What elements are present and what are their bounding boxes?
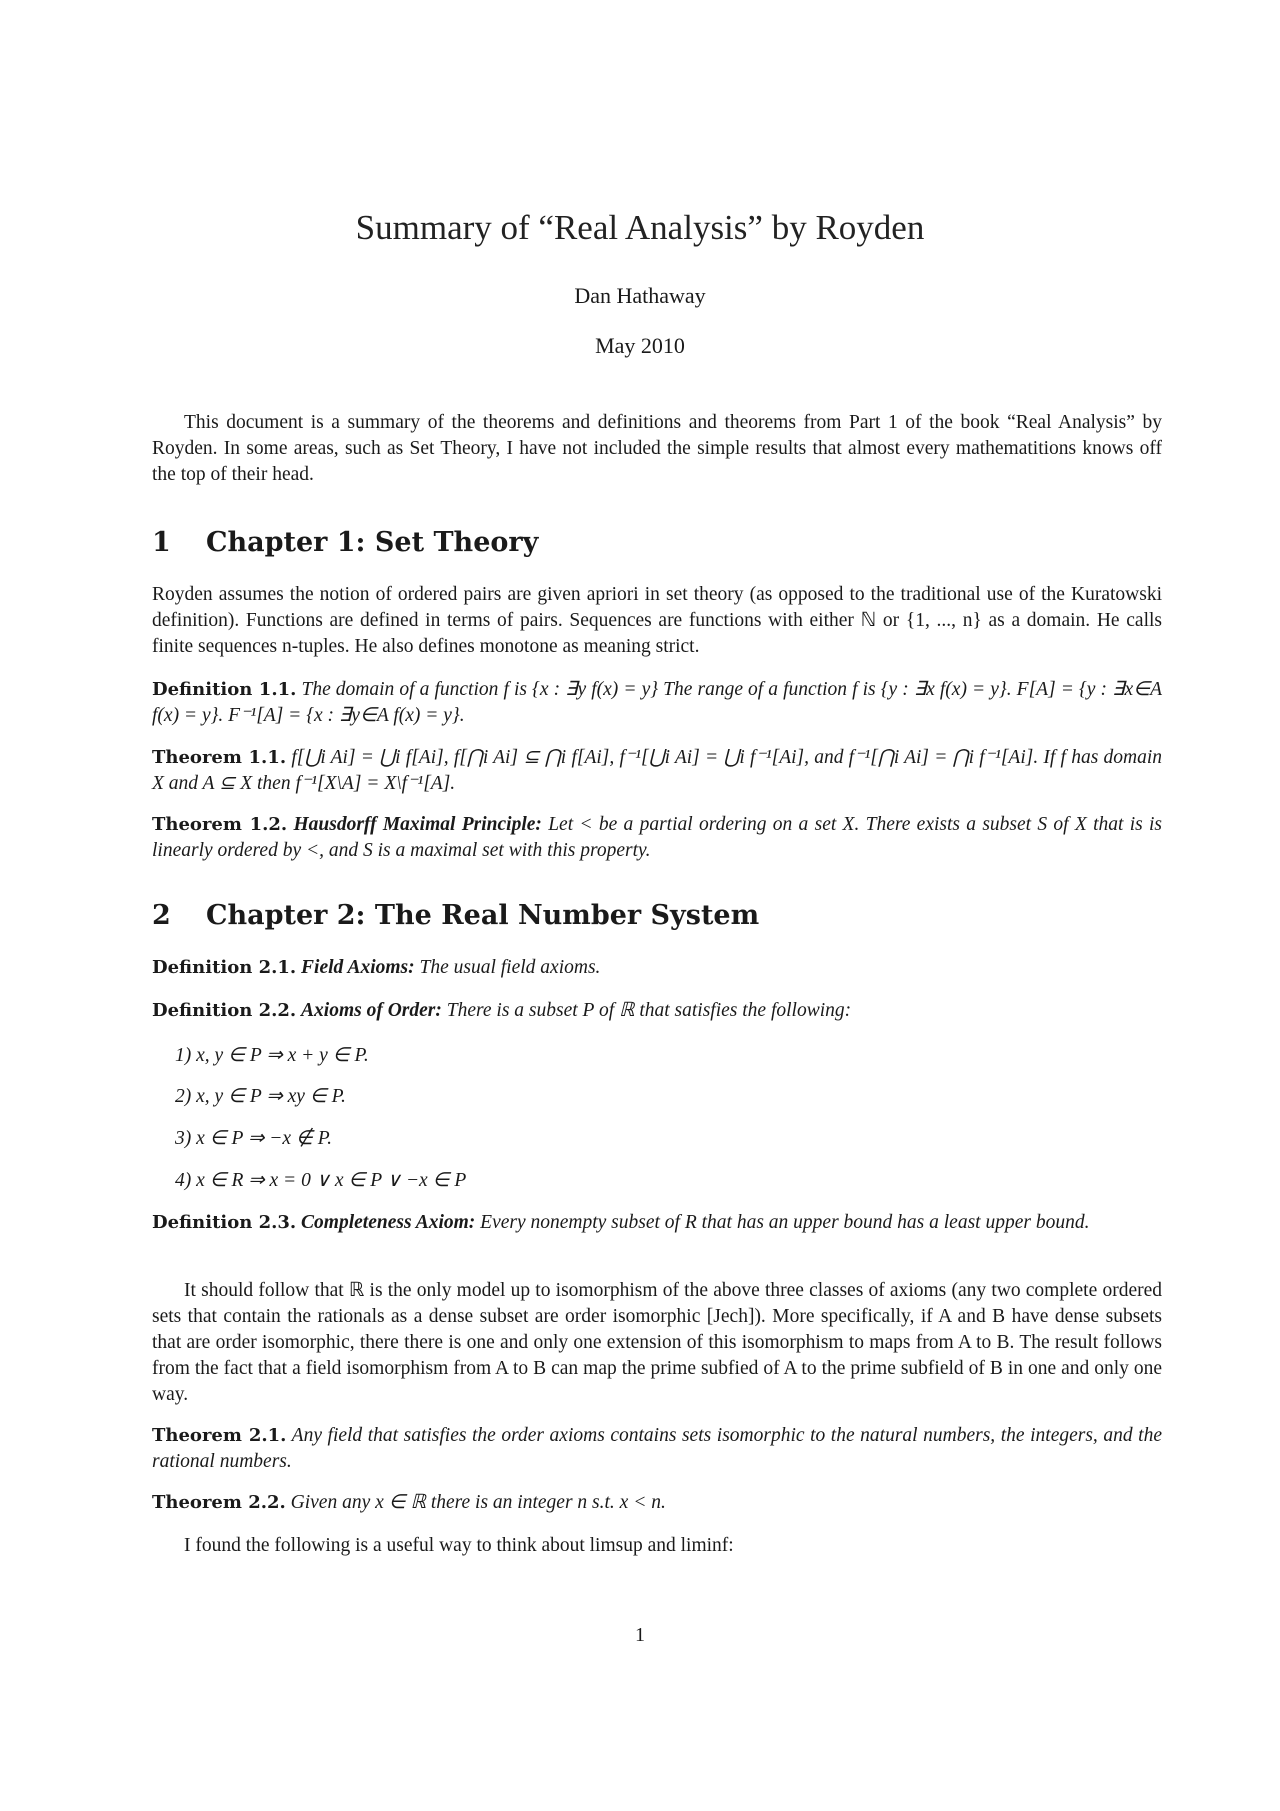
- date: May 2010: [595, 333, 685, 358]
- section-1-intro-text: Royden assumes the notion of ordered pairs are given apriori in set theory (as opposed to the traditional use of the Kuratowski definition). Functions are defined in terms of pairs. Sequences are functions with either ℕ or {1, ..., n} as a domain. He calls finite sequences n-tuples. He also defines monotone as meaning strict.: [152, 584, 1162, 657]
- theorem-label: Theorem 2.2.: [152, 1492, 286, 1513]
- definition-name: Completeness Axiom:: [301, 1212, 476, 1233]
- definition-text: Every nonempty subset of R that has an upper bound has a least upper bound.: [480, 1212, 1090, 1233]
- section-2-heading: [152, 900, 1162, 931]
- definition-text: The usual field axioms.: [419, 957, 601, 978]
- author: Dan Hathaway: [574, 283, 706, 308]
- definition-label: Definition 1.1.: [152, 679, 297, 700]
- axiom-item: 1) x, y ∈ P ⇒ x + y ∈ P.: [175, 1045, 369, 1066]
- definition-label: Definition 2.2.: [152, 1000, 297, 1021]
- section-1-heading: [152, 527, 1162, 558]
- page-number: 1: [635, 1624, 645, 1646]
- section-title: Chapter 1: Set Theory: [206, 527, 539, 558]
- definition-text: The domain of a function f is {x : ∃y f(x) = y} The range of a function f is {y : ∃x f(x) = y}. F[A] = {y : ∃x∈A f(x) = y}. F⁻¹[A] = {x : ∃y∈A f(x) = y}.: [152, 679, 1162, 726]
- section-number: 1: [152, 527, 171, 558]
- theorem-name: Hausdorff Maximal Principle:: [293, 814, 542, 835]
- definition-text: There is a subset P of ℝ that satisfies the following:: [446, 1000, 852, 1021]
- theorem-text: Let < be a partial ordering on a set X. There exists a subset S of X that is is linearly ordered by <, and S is a maximal set with this property.: [152, 814, 1162, 861]
- definition-2-1: [152, 955, 1162, 981]
- abstract: [152, 410, 1162, 488]
- axiom-item: 3) x ∈ P ⇒ −x ∉ P.: [175, 1128, 332, 1149]
- section-title: Chapter 2: The Real Number System: [206, 900, 760, 931]
- section-1-intro: [152, 582, 1162, 660]
- theorem-1-1: [152, 745, 1162, 797]
- axiom-item: 4) x ∈ R ⇒ x = 0 ∨ x ∈ P ∨ −x ∈ P: [175, 1170, 467, 1191]
- definition-2-2: [152, 998, 1162, 1024]
- definition-label: Definition 2.1.: [152, 957, 297, 978]
- definition-name: Axioms of Order:: [301, 1000, 442, 1021]
- theorem-2-1: [152, 1423, 1162, 1475]
- theorem-label: Theorem 1.1.: [152, 747, 287, 768]
- closing-paragraph: [152, 1533, 1162, 1559]
- definition-label: Definition 2.3.: [152, 1212, 297, 1233]
- axiom-item: 2) x, y ∈ P ⇒ xy ∈ P.: [175, 1086, 346, 1107]
- theorem-text: f[⋃i Ai] = ⋃i f[Ai], f[⋂i Ai] ⊆ ⋂i f[Ai], f⁻¹[⋃i Ai] = ⋃i f⁻¹[Ai], and f⁻¹[⋂i Ai] = ⋂i f⁻¹[Ai]. If f has domain X and A ⊆ X then f⁻¹[X\A] = X\f⁻¹[A].: [152, 747, 1162, 794]
- abstract-text: This document is a summary of the theorems and definitions and theorems from Part 1 of the book “Real Analysis” by Royden. In some areas, such as Set Theory, I have not included the simple results that almost every mathematitions knows off the top of their head.: [152, 412, 1162, 485]
- theorem-text: Given any x ∈ ℝ there is an integer n s.t. x < n.: [290, 1492, 666, 1513]
- definition-name: Field Axioms:: [301, 957, 415, 978]
- theorem-1-2: [152, 812, 1162, 864]
- definition-1-1: [152, 677, 1162, 729]
- paragraph: [152, 1278, 1162, 1408]
- definition-2-3: [152, 1210, 1162, 1236]
- paper-title: Summary of “Real Analysis” by Royden: [355, 208, 925, 247]
- closing-text: I found the following is a useful way to think about limsup and liminf:: [184, 1535, 734, 1556]
- theorem-label: Theorem 1.2.: [152, 814, 288, 835]
- paragraph-text: It should follow that ℝ is the only model up to isomorphism of the above three classes of axioms (any two complete ordered sets that contain the rationals as a dense subset are order isomorphic [Jech]). More specifically, if A and B have dense subsets that are order isomorphic, there there is one and only one extension of this isomorphism to maps from A to B. The result follows from the fact that a field isomorphism from A to B can map the prime subfied of A to the prime subfield of B in one and only one way.: [152, 1280, 1162, 1405]
- theorem-text: Any field that satisfies the order axioms contains sets isomorphic to the natural numbers, the integers, and the rational numbers.: [152, 1425, 1162, 1472]
- section-number: 2: [152, 900, 171, 931]
- theorem-label: Theorem 2.1.: [152, 1425, 287, 1446]
- theorem-2-2: [152, 1490, 1162, 1516]
